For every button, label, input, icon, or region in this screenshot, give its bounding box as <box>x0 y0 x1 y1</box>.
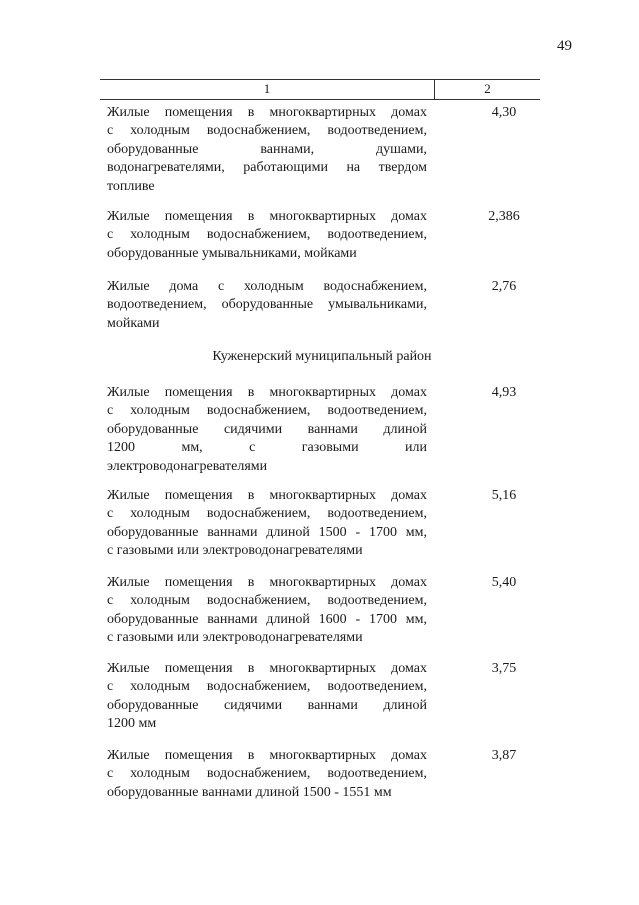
row-description <box>107 278 427 333</box>
table-row <box>107 487 537 561</box>
table-row <box>107 747 537 802</box>
desc-line: Жилые помещения в многоквартирных домах <box>107 748 427 763</box>
row-description <box>107 574 427 648</box>
table-row <box>107 574 537 648</box>
table-header <box>100 79 540 100</box>
desc-line: оборудованные ваннами длиной 1500 - 1700 мм, <box>107 524 427 540</box>
header-col-1: 1 <box>263 81 271 96</box>
desc-line: Жилые помещения в многоквартирных домах <box>107 209 427 224</box>
desc-line: 1200 мм <box>107 716 157 732</box>
desc-line: с холодным водоснабжением, водоотведением, <box>107 123 427 139</box>
table-row <box>107 208 537 263</box>
table-row <box>107 384 537 476</box>
desc-line: оборудованные сидячими ваннами длиной <box>107 421 427 437</box>
row-description <box>107 384 427 476</box>
table-row <box>107 104 537 196</box>
row-value: 2,386 <box>488 209 520 224</box>
desc-line: Жилые помещения в многоквартирных домах <box>107 575 427 590</box>
desc-line: с газовыми или электроводонагревателями <box>107 543 363 559</box>
desc-line: оборудованные умывальниками, мойками <box>107 245 357 261</box>
desc-line: оборудованные ваннами, душами, <box>107 141 427 157</box>
desc-line: с холодным водоснабжением, водоотведением, <box>107 679 427 695</box>
row-description <box>107 487 427 561</box>
row-value: 5,40 <box>491 575 517 590</box>
desc-line: оборудованные ваннами длиной 1600 - 1700 мм, <box>107 611 427 627</box>
desc-line: с холодным водоснабжением, водоотведением, <box>107 403 427 419</box>
desc-line: с холодным водоснабжением, водоотведением, <box>107 506 427 522</box>
row-value: 2,76 <box>491 279 517 294</box>
desc-line: с холодным водоснабжением, водоотведением, <box>107 227 427 243</box>
row-value: 4,93 <box>491 385 517 400</box>
desc-line: мойками <box>107 315 160 331</box>
desc-line: Жилые дома с холодным водоснабжением, <box>107 279 427 294</box>
row-value: 3,87 <box>491 748 517 763</box>
section-title: Куженерский муниципальный район <box>212 349 432 364</box>
desc-line: оборудованные сидячими ваннами длиной <box>107 697 427 713</box>
desc-line: электроводонагревателями <box>107 458 268 474</box>
desc-line: с холодным водоснабжением, водоотведением, <box>107 593 427 609</box>
row-value: 3,75 <box>491 661 517 676</box>
desc-line: Жилые помещения в многоквартирных домах <box>107 661 427 676</box>
desc-line: Жилые помещения в многоквартирных домах <box>107 385 427 400</box>
desc-line: 1200 мм, с газовыми или <box>107 440 427 456</box>
desc-line: с газовыми или электроводонагревателями <box>107 630 363 646</box>
desc-line: Жилые помещения в многоквартирных домах <box>107 488 427 503</box>
table-row <box>107 660 537 734</box>
header-col-2: 2 <box>484 81 491 96</box>
row-description <box>107 660 427 734</box>
row-description <box>107 747 427 802</box>
row-description <box>107 104 427 196</box>
row-description <box>107 208 427 263</box>
desc-line: водоотведением, оборудованные умывальниками, <box>107 297 427 313</box>
desc-line: оборудованные ваннами длиной 1500 - 1551 мм <box>107 784 392 800</box>
page-number: 49 <box>557 38 572 54</box>
desc-line: с холодным водоснабжением, водоотведением, <box>107 766 427 782</box>
desc-line: водонагревателями, работающими на твердом <box>107 160 427 176</box>
desc-line: топливе <box>107 178 155 194</box>
row-value: 5,16 <box>491 488 517 503</box>
row-value: 4,30 <box>491 105 517 120</box>
desc-line: Жилые помещения в многоквартирных домах <box>107 105 427 120</box>
table-row <box>107 278 537 333</box>
